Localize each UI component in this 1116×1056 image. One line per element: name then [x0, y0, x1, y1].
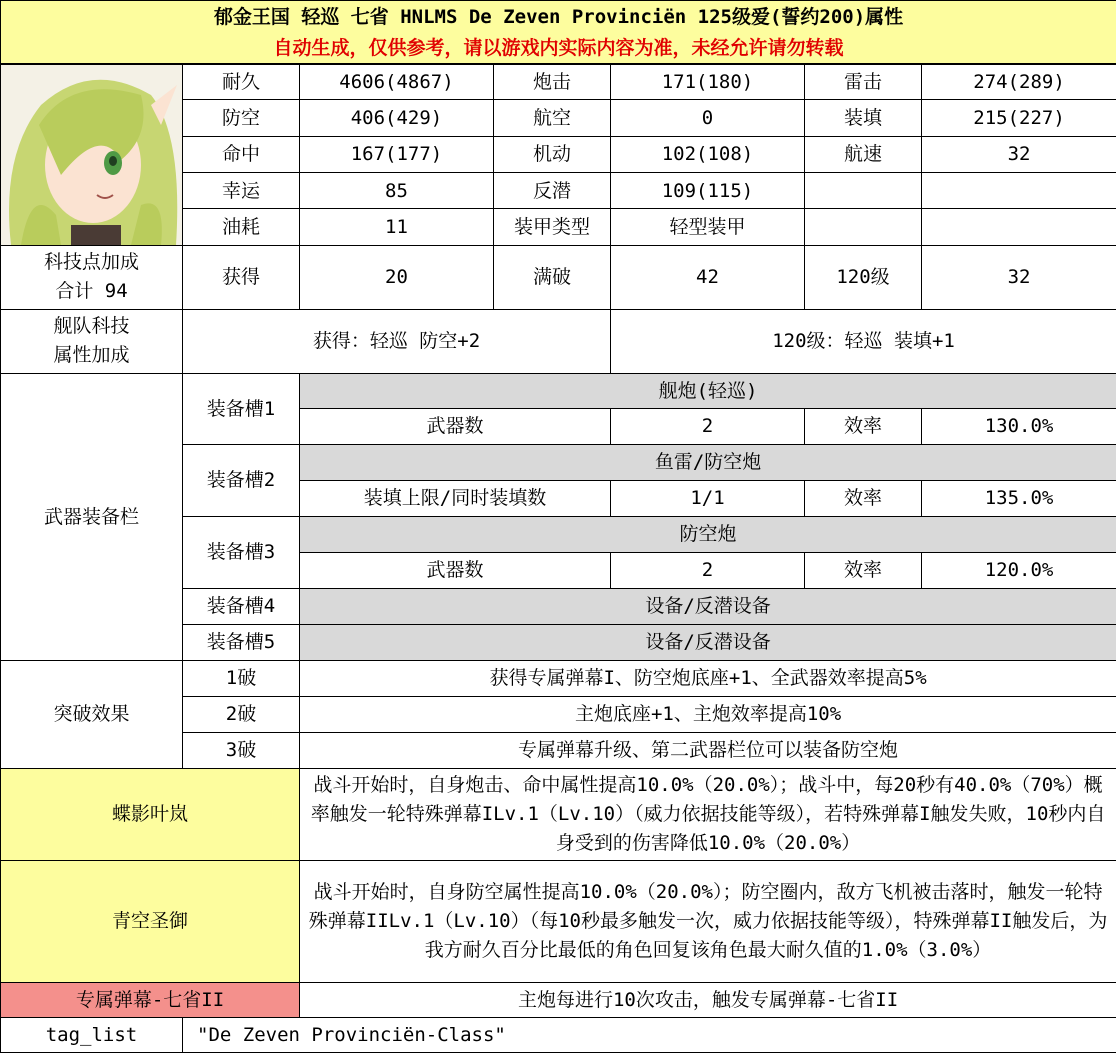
- speed-label: 航速: [805, 136, 922, 172]
- limit-break-2-label: 2破: [183, 696, 300, 732]
- empty-cell: [805, 172, 922, 208]
- slot3-type: 防空炮: [300, 516, 1116, 552]
- tag-list-label: tag_list: [1, 1017, 183, 1052]
- slot3-eff-value: 120.0%: [922, 552, 1116, 588]
- slot1-type: 舰炮(轻巡): [300, 373, 1116, 408]
- empty-cell: [805, 209, 922, 245]
- slot1-count-value: 2: [611, 408, 805, 444]
- tech-limit-break-label: 满破: [494, 245, 611, 309]
- fleet-tech-label-line1: 舰队科技: [53, 315, 130, 337]
- firepower-label: 炮击: [494, 64, 611, 100]
- slot3-label: 装备槽3: [183, 516, 300, 588]
- fleet-tech-obtain-bonus: 获得：轻巡 防空+2: [183, 309, 611, 373]
- limit-break-1-label: 1破: [183, 660, 300, 696]
- tag-list-value: "De Zeven Provinciën-Class": [183, 1017, 1116, 1052]
- weapon-slots-label: 武器装备栏: [1, 373, 183, 660]
- avatar: [1, 64, 183, 246]
- limit-break-3-label: 3破: [183, 732, 300, 768]
- tech-points-label: [1, 245, 183, 309]
- aviation-value: 0: [611, 100, 805, 136]
- slot4-label: 装备槽4: [183, 588, 300, 624]
- slot2-label: 装备槽2: [183, 444, 300, 516]
- tech-obtain-value: 20: [300, 245, 494, 309]
- asw-value: 109(115): [611, 172, 805, 208]
- slot1-eff-value: 130.0%: [922, 408, 1116, 444]
- page-title: [1, 1, 1116, 34]
- tech-obtain-label: 获得: [183, 245, 300, 309]
- slot2-count-value: 1/1: [611, 480, 805, 516]
- empty-cell: [922, 172, 1116, 208]
- slot2-type: 鱼雷/防空炮: [300, 444, 1116, 480]
- fleet-tech-level120-bonus: 120级：轻巡 装填+1: [611, 309, 1116, 373]
- slot1-label: 装备槽1: [183, 373, 300, 444]
- tech-points-label-line1: 科技点加成: [43, 251, 139, 273]
- limit-break-1-text: 获得专属弹幕I、防空炮底座+1、全武器效率提高5%: [300, 660, 1116, 696]
- tech-level120-label: 120级: [805, 245, 922, 309]
- title-text: 郁金王国 轻巡 七省 HNLMS De Zeven Provinciën 125级爱(誓约200)属性: [213, 6, 904, 29]
- notice-banner: [1, 34, 1116, 64]
- evasion-value: 102(108): [611, 136, 805, 172]
- durability-label: 耐久: [183, 64, 300, 100]
- skill-3-name: 专属弹幕-七省II: [1, 982, 300, 1017]
- aa-value: 406(429): [300, 100, 494, 136]
- accuracy-label: 命中: [183, 136, 300, 172]
- slot3-eff-label: 效率: [805, 552, 922, 588]
- armor-label: 装甲类型: [494, 209, 611, 245]
- firepower-value: 171(180): [611, 64, 805, 100]
- slot1-count-label: 武器数: [300, 408, 611, 444]
- tech-points-total: 合计 94: [55, 280, 128, 302]
- evasion-label: 机动: [494, 136, 611, 172]
- slot5-label: 装备槽5: [183, 624, 300, 660]
- aviation-label: 航空: [494, 100, 611, 136]
- asw-label: 反潜: [494, 172, 611, 208]
- skill-2-name: 青空圣御: [1, 860, 300, 982]
- slot2-count-label: 装填上限/同时装填数: [300, 480, 611, 516]
- skill-1-desc: 战斗开始时，自身炮击、命中属性提高10.0%（20.0%）；战斗中，每20秒有40.0%（70%）概率触发一轮特殊弹幕ILv.1（Lv.10）（威力依据技能等级），若特殊弹幕I触发失败，10秒内自身受到的伤害降低10.0%（20.0%）: [300, 768, 1116, 860]
- fleet-tech-label: [1, 309, 183, 373]
- slot4-type: 设备/反潜设备: [300, 588, 1116, 624]
- ship-girl-portrait-icon: [1, 65, 183, 245]
- reload-label: 装填: [805, 100, 922, 136]
- speed-value: 32: [922, 136, 1116, 172]
- aa-label: 防空: [183, 100, 300, 136]
- empty-cell: [922, 209, 1116, 245]
- slot3-count-label: 武器数: [300, 552, 611, 588]
- slot1-eff-label: 效率: [805, 408, 922, 444]
- torpedo-label: 雷击: [805, 64, 922, 100]
- slot3-count-value: 2: [611, 552, 805, 588]
- limit-break-3-text: 专属弹幕升级、第二武器栏位可以装备防空炮: [300, 732, 1116, 768]
- slot2-eff-value: 135.0%: [922, 480, 1116, 516]
- torpedo-value: 274(289): [922, 64, 1116, 100]
- accuracy-value: 167(177): [300, 136, 494, 172]
- oil-value: 11: [300, 209, 494, 245]
- tech-level120-value: 32: [922, 245, 1116, 309]
- slot5-type: 设备/反潜设备: [300, 624, 1116, 660]
- tech-limit-break-value: 42: [611, 245, 805, 309]
- limit-break-2-text: 主炮底座+1、主炮效率提高10%: [300, 696, 1116, 732]
- slot2-eff-label: 效率: [805, 480, 922, 516]
- notice-text: 自动生成，仅供参考，请以游戏内实际内容为准，未经允许请勿转载: [273, 37, 844, 59]
- durability-value: 4606(4867): [300, 64, 494, 100]
- fleet-tech-label-line2: 属性加成: [53, 344, 130, 366]
- limit-break-label: 突破效果: [1, 660, 183, 768]
- skill-3-desc: 主炮每进行10次攻击，触发专属弹幕-七省II: [300, 982, 1116, 1017]
- luck-label: 幸运: [183, 172, 300, 208]
- skill-1-name: 蝶影叶岚: [1, 768, 300, 860]
- oil-label: 油耗: [183, 209, 300, 245]
- armor-value: 轻型装甲: [611, 209, 805, 245]
- luck-value: 85: [300, 172, 494, 208]
- reload-value: 215(227): [922, 100, 1116, 136]
- skill-2-desc: 战斗开始时，自身防空属性提高10.0%（20.0%）；防空圈内，敌方飞机被击落时，触发一轮特殊弹幕IILv.1（Lv.10）（每10秒最多触发一次，威力依据技能等级），特殊弹幕II触发后，为我方耐久百分比最低的角色回复该角色最大耐久值的1.0%（3.0%）: [300, 860, 1116, 982]
